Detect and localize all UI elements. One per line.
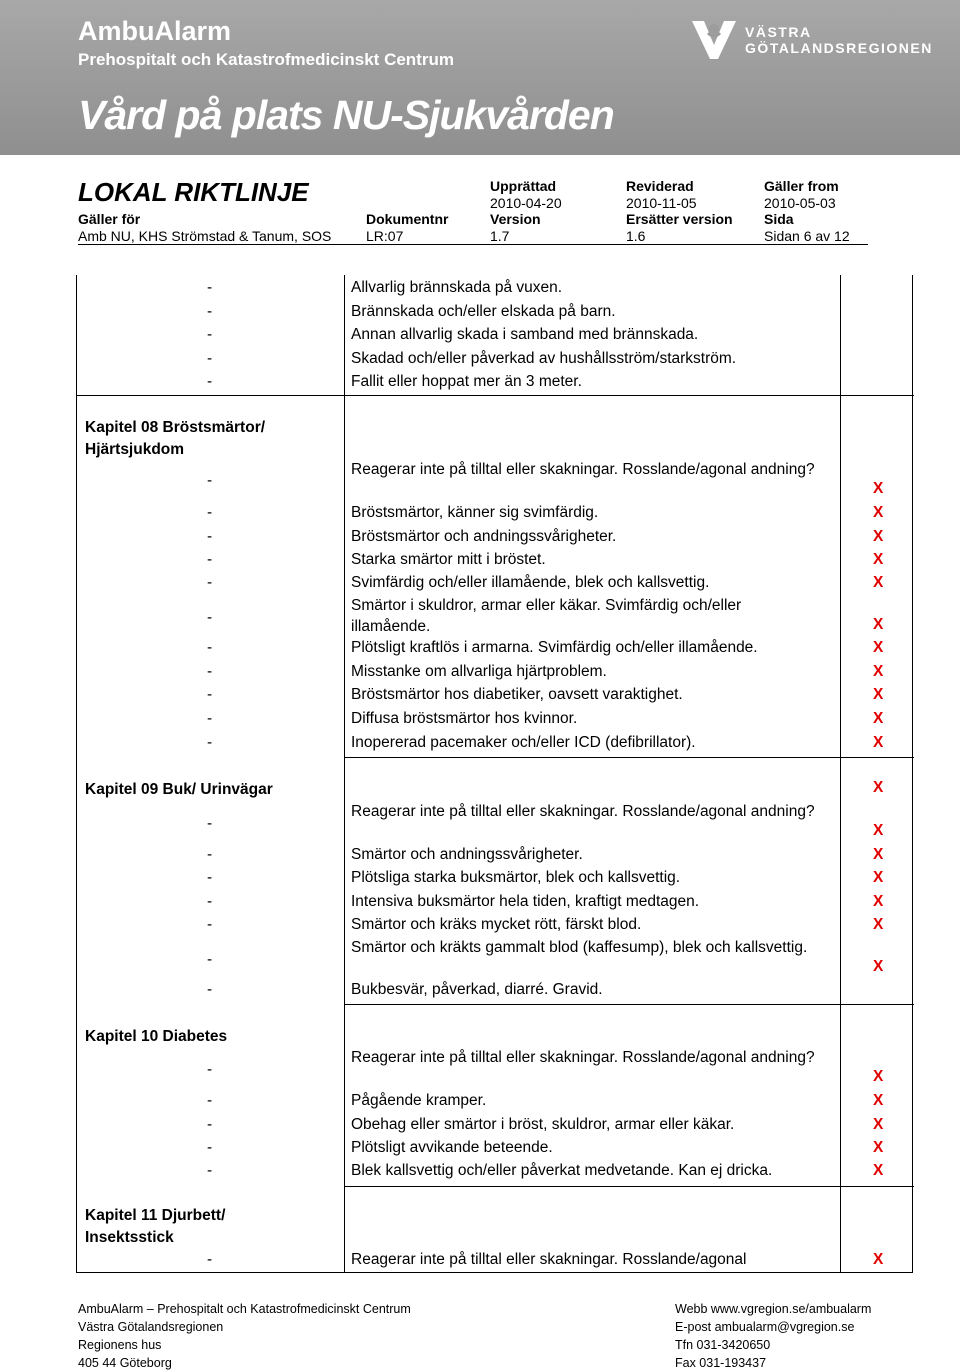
dash: - xyxy=(207,528,213,545)
ersatter-value: 1.6 xyxy=(626,228,646,244)
x-mark: X xyxy=(873,916,884,933)
dash: - xyxy=(207,951,213,968)
galler-for-value: Amb NU, KHS Strömstad & Tanum, SOS xyxy=(78,228,332,244)
dash: - xyxy=(207,846,213,863)
logo-line-1: VÄSTRA xyxy=(745,24,812,40)
x-mark: X xyxy=(873,1139,884,1156)
item-text: Fallit eller hoppat mer än 3 meter. xyxy=(351,373,582,390)
upprattad-label: Upprättad xyxy=(490,178,557,194)
footer-phone: Tfn 031-3420650 xyxy=(675,1338,771,1352)
item-text: Svimfärdig och/eller illamående, blek och kallsvettig. xyxy=(351,574,710,591)
dash: - xyxy=(207,639,213,656)
sida-value: Sidan 6 av 12 xyxy=(764,228,850,244)
header-banner xyxy=(0,0,960,155)
dash: - xyxy=(207,472,213,489)
item-text: Plötsliga starka buksmärtor, blek och kallsvettig. xyxy=(351,869,681,886)
dash: - xyxy=(207,710,213,727)
x-mark: X xyxy=(873,1251,884,1268)
dash: - xyxy=(207,303,213,320)
x-mark: X xyxy=(873,551,884,568)
x-mark: X xyxy=(873,1092,884,1109)
item-text: Brännskada och/eller elskada på barn. xyxy=(351,303,616,320)
chapter-10-title: Kapitel 10 Diabetes xyxy=(85,1028,228,1045)
galler-from-value: 2010-05-03 xyxy=(764,195,836,211)
reviderad-label: Reviderad xyxy=(626,178,694,194)
item-text: Misstanke om allvarliga hjärtproblem. xyxy=(351,663,607,680)
x-mark: X xyxy=(873,504,884,521)
item-text: Reagerar inte på tilltal eller skakningar. Rosslande/agonal xyxy=(351,1251,747,1268)
item-text: Skadad och/eller påverkad av hushållsström/starkström. xyxy=(351,350,737,367)
item-text: Intensiva buksmärtor hela tiden, kraftigt medtagen. xyxy=(351,893,700,910)
version-value: 1.7 xyxy=(490,228,510,244)
x-mark: X xyxy=(873,734,884,751)
dash: - xyxy=(207,504,213,521)
row-divider xyxy=(344,1004,914,1005)
item-text: Diffusa bröstsmärtor hos kvinnor. xyxy=(351,710,578,727)
x-mark: X xyxy=(873,869,884,886)
item-text: Smärtor och kräks mycket rött, färskt blod. xyxy=(351,916,642,933)
item-text: Allvarlig brännskada på vuxen. xyxy=(351,279,563,296)
page-banner-title: Vård på plats NU-Sjukvården xyxy=(78,92,614,138)
item-text: Bröstsmärtor hos diabetiker, oavsett varaktighet. xyxy=(351,686,683,703)
dash: - xyxy=(207,734,213,751)
footer-building: Regionens hus xyxy=(78,1338,162,1352)
logo-line-2: GÖTALANDSREGIONEN xyxy=(745,40,933,56)
chapter-09-title: Kapitel 09 Buk/ Urinvägar xyxy=(85,781,273,798)
sida-label: Sida xyxy=(764,211,794,227)
footer-region: Västra Götalandsregionen xyxy=(78,1320,224,1334)
dash: - xyxy=(207,326,213,343)
dash: - xyxy=(207,1061,213,1078)
document-title: LOKAL RIKTLINJE xyxy=(78,177,309,207)
x-mark: X xyxy=(873,893,884,910)
dash: - xyxy=(207,893,213,910)
criteria-table xyxy=(76,275,913,1273)
item-text: Starka smärtor mitt i bröstet. xyxy=(351,551,546,568)
brand-title: AmbuAlarm xyxy=(78,16,232,46)
x-mark: X xyxy=(873,779,884,796)
column-divider xyxy=(840,275,841,1273)
item-text: Reagerar inte på tilltal eller skakningar. Rosslande/agonal andning? xyxy=(351,803,815,820)
column-divider xyxy=(344,275,345,1273)
x-mark: X xyxy=(873,663,884,680)
dash: - xyxy=(207,373,213,390)
dash: - xyxy=(207,663,213,680)
x-mark: X xyxy=(873,639,884,656)
footer-fax: Fax 031-193437 xyxy=(675,1356,767,1370)
dash: - xyxy=(207,1162,213,1179)
x-mark: X xyxy=(873,686,884,703)
x-mark: X xyxy=(873,846,884,863)
dash: - xyxy=(207,815,213,832)
x-mark: X xyxy=(873,958,884,975)
dash: - xyxy=(207,350,213,367)
brand-subtitle: Prehospitalt och Katastrofmedicinskt Centrum xyxy=(78,50,454,69)
x-mark: X xyxy=(873,528,884,545)
dokumentnr-label: Dokumentnr xyxy=(366,211,449,227)
dash: - xyxy=(207,574,213,591)
dash: - xyxy=(207,609,213,626)
x-mark: X xyxy=(873,1162,884,1179)
chapter-11-title: Kapitel 11 Djurbett/ Insektsstick xyxy=(85,1207,226,1246)
footer-city: 405 44 Göteborg xyxy=(78,1356,172,1370)
dash: - xyxy=(207,1116,213,1133)
dokumentnr-value: LR:07 xyxy=(366,228,404,244)
footer-email-link[interactable]: E-post ambualarm@vgregion.se xyxy=(675,1320,855,1334)
item-text: Obehag eller smärtor i bröst, skuldror, armar eller käkar. xyxy=(351,1116,735,1133)
x-mark: X xyxy=(873,710,884,727)
dash: - xyxy=(207,279,213,296)
item-text: Reagerar inte på tilltal eller skakningar. Rosslande/agonal andning? xyxy=(351,461,815,478)
x-mark: X xyxy=(873,1068,884,1085)
item-text: Plötsligt avvikande beteende. xyxy=(351,1139,553,1156)
document-header xyxy=(78,172,868,245)
item-text: Smärtor och kräkts gammalt blod (kaffesump), blek och kallsvettig. xyxy=(351,939,808,956)
item-text: Annan allvarlig skada i samband med brännskada. xyxy=(351,326,699,343)
x-mark: X xyxy=(873,1116,884,1133)
item-text: Plötsligt kraftlös i armarna. Svimfärdig och/eller illamående. xyxy=(351,639,758,656)
upprattad-value: 2010-04-20 xyxy=(490,195,562,211)
dash: - xyxy=(207,916,213,933)
footer-org: AmbuAlarm – Prehospitalt och Katastrofmedicinskt Centrum xyxy=(78,1302,411,1316)
item-text: Inopererad pacemaker och/eller ICD (defibrillator). xyxy=(351,734,696,751)
item-text: Bröstsmärtor och andningssvårigheter. xyxy=(351,528,617,545)
row-divider xyxy=(344,757,914,758)
dash: - xyxy=(207,1092,213,1109)
item-text: Reagerar inte på tilltal eller skakningar. Rosslande/agonal andning? xyxy=(351,1049,815,1066)
x-mark: X xyxy=(873,822,884,839)
reviderad-value: 2010-11-05 xyxy=(626,195,697,211)
region-logo-text xyxy=(745,24,933,56)
dash: - xyxy=(207,1251,213,1268)
dash: - xyxy=(207,686,213,703)
footer-web-link[interactable]: Webb www.vgregion.se/ambualarm xyxy=(675,1302,872,1316)
x-mark: X xyxy=(873,616,884,633)
ersatter-label: Ersätter version xyxy=(626,211,733,227)
item-text: Pågående kramper. xyxy=(351,1092,487,1109)
galler-for-label: Gäller för xyxy=(78,211,141,227)
item-text: Blek kallsvettig och/eller påverkat medvetande. Kan ej dricka. xyxy=(351,1162,773,1179)
row-divider xyxy=(77,395,914,396)
dash: - xyxy=(207,869,213,886)
x-mark: X xyxy=(873,480,884,497)
item-text: Smärtor i skuldror, armar eller käkar. Svimfärdig och/eller illamående. xyxy=(351,597,742,635)
x-mark: X xyxy=(873,574,884,591)
row-divider xyxy=(344,1186,914,1187)
item-text: Bukbesvär, påverkad, diarré. Gravid. xyxy=(351,981,603,998)
dash: - xyxy=(207,1139,213,1156)
galler-from-label: Gäller from xyxy=(764,178,839,194)
version-label: Version xyxy=(490,211,541,227)
region-logo-icon xyxy=(690,17,738,61)
item-text: Smärtor och andningssvårigheter. xyxy=(351,846,583,863)
chapter-08-title: Kapitel 08 Bröstsmärtor/ Hjärtsjukdom xyxy=(85,419,266,458)
dash: - xyxy=(207,981,213,998)
dash: - xyxy=(207,551,213,568)
item-text: Bröstsmärtor, känner sig svimfärdig. xyxy=(351,504,599,521)
